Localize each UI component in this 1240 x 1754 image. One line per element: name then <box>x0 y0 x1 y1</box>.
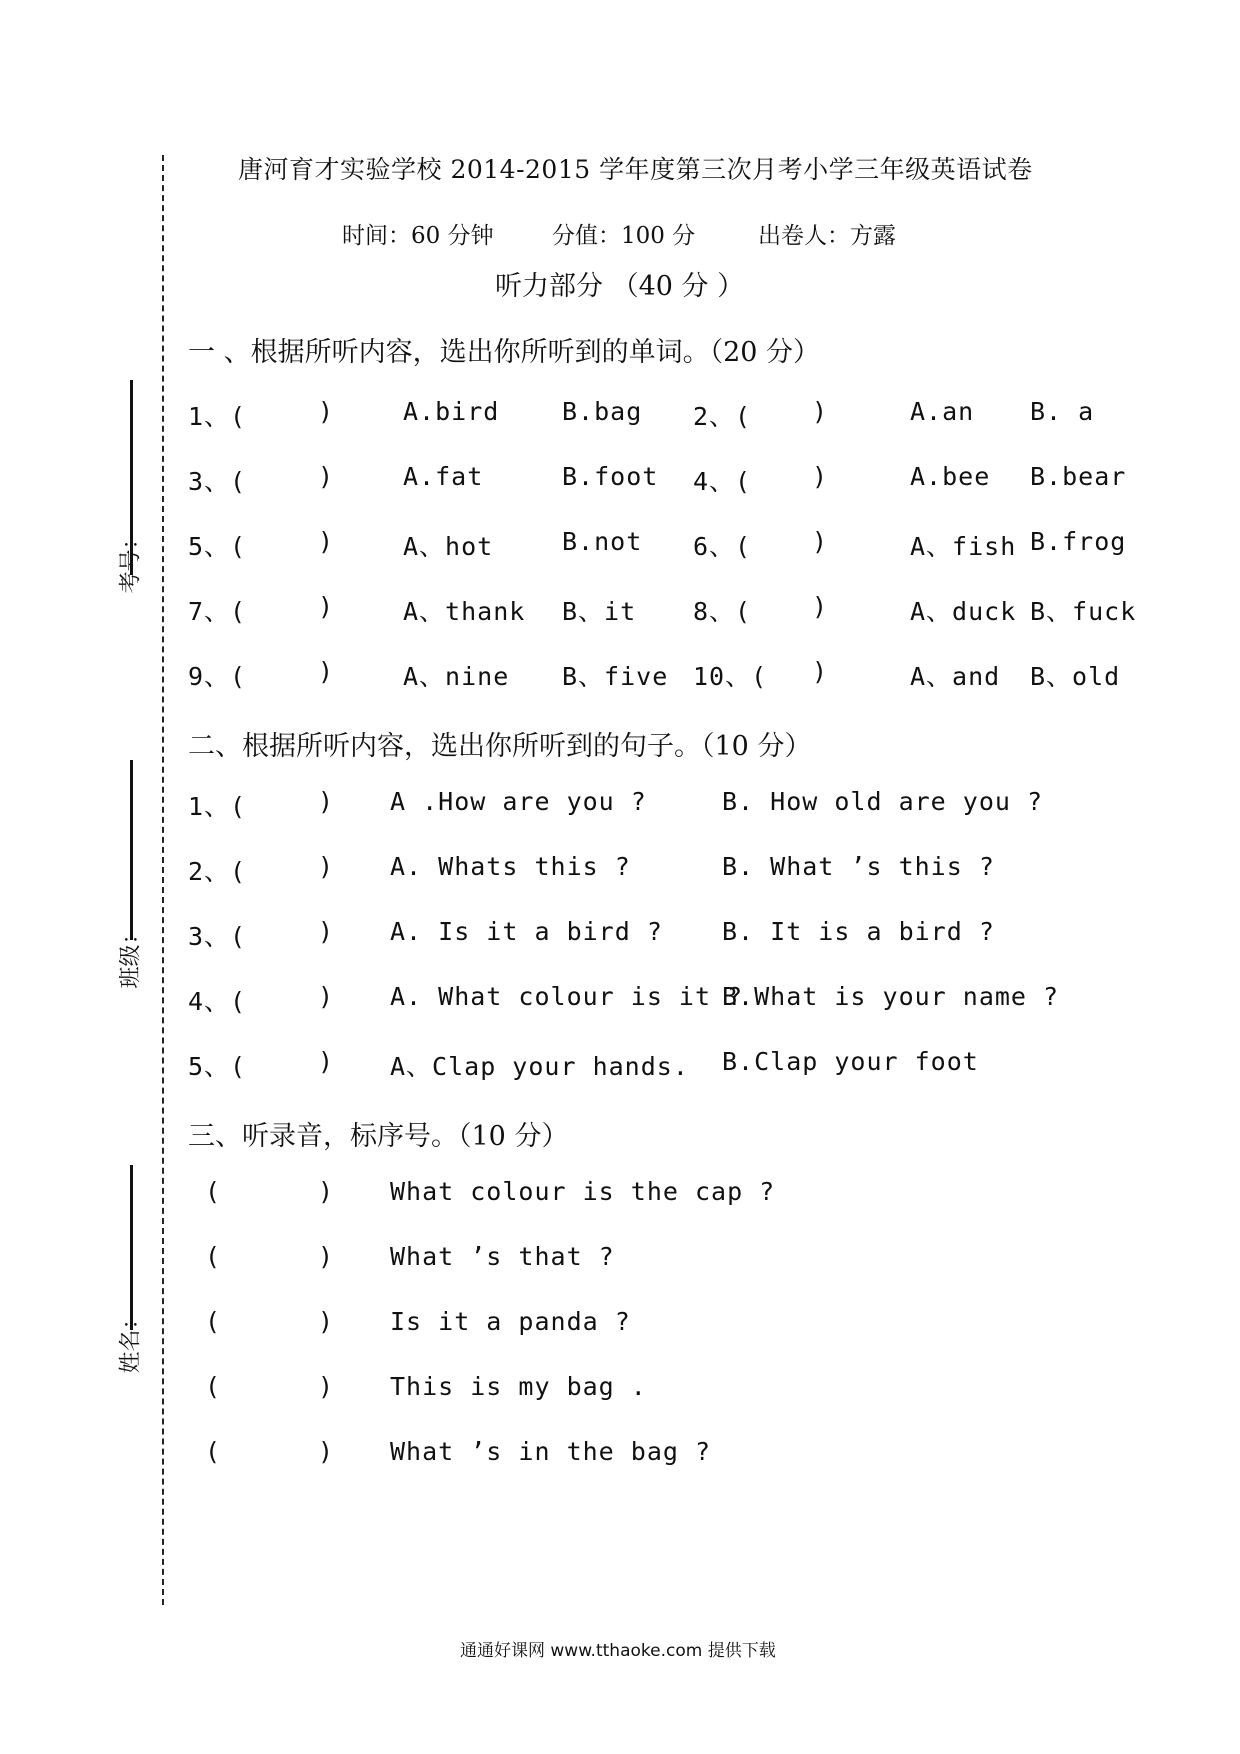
section2-row-2-cell-2: ) <box>318 852 335 881</box>
section1-row-2-cell-5: 4、( <box>693 467 752 496</box>
section1-row-5-cell-6: ) <box>812 657 829 686</box>
section3-row-4-cell-2: ) <box>318 1372 335 1401</box>
section3-row-1-cell-2: ) <box>318 1177 335 1206</box>
part-title: 听力部分 （40 分 ） <box>495 271 745 302</box>
section3-row-2-cell-2: ) <box>318 1242 335 1271</box>
section3-row-3-cell-2: ) <box>318 1307 335 1336</box>
section1-row-2-cell-4: B.foot <box>562 462 659 491</box>
exam-author: 出卷人：方露 <box>758 223 896 249</box>
section1-row-4-cell-6: ) <box>812 592 829 621</box>
section2-row-4-cell-2: ) <box>318 982 335 1011</box>
footer-source: 通通好课网 www.tthaoke.com 提供下载 <box>460 1641 776 1661</box>
section1-row-5-cell-4: B、five <box>562 662 669 691</box>
section3-row-5-cell-1: ( <box>205 1437 222 1466</box>
section3-row-1-cell-1: ( <box>205 1177 222 1206</box>
section2-row-5-cell-3: A、Clap your hands. <box>390 1052 689 1081</box>
exam-score: 分值：100 分 <box>552 223 696 249</box>
section2-row-3-cell-3: A. Is it a bird ? <box>390 917 663 946</box>
section1-row-5-cell-8: B、old <box>1030 662 1121 691</box>
section2-row-3-cell-1: 3、( <box>188 922 247 951</box>
binding-dashed-line <box>162 155 164 1605</box>
section1-row-2-cell-8: B.bear <box>1030 462 1127 491</box>
section2-row-1-cell-2: ) <box>318 787 335 816</box>
section1-row-1-cell-1: 1、( <box>188 402 247 431</box>
section1-row-4-cell-4: B、it <box>562 597 637 626</box>
section1-row-5-cell-3: A、nine <box>403 662 510 691</box>
exam-no-label: 考号： <box>118 527 144 594</box>
section1-row-4-cell-5: 8、( <box>693 597 752 626</box>
section3-row-5-cell-3: What ’s in the bag ? <box>390 1437 712 1466</box>
section-3-title: 三、听录音，标序号。（10 分） <box>188 1121 569 1152</box>
section2-row-1-cell-3: A .How are you ? <box>390 787 647 816</box>
section1-row-1-cell-2: ) <box>318 397 335 426</box>
section2-row-4-cell-4: B.What is your name ? <box>722 982 1060 1011</box>
section1-row-3-cell-6: ) <box>812 527 829 556</box>
section3-row-4-cell-1: ( <box>205 1372 222 1401</box>
section2-row-2-cell-3: A. Whats this ? <box>390 852 631 881</box>
section1-row-1-cell-5: 2、( <box>693 402 752 431</box>
section1-row-3-cell-4: B.not <box>562 527 643 556</box>
section2-row-5-cell-4: B.Clap your foot <box>722 1047 979 1076</box>
section1-row-4-cell-8: B、fuck <box>1030 597 1137 626</box>
section1-row-1-cell-3: A.bird <box>403 397 500 426</box>
section3-row-2-cell-1: ( <box>205 1242 222 1271</box>
section1-row-2-cell-3: A.fat <box>403 462 484 491</box>
section1-row-2-cell-6: ) <box>812 462 829 491</box>
section1-row-3-cell-7: A、fish <box>910 532 1017 561</box>
name-line <box>130 1165 133 1330</box>
section2-row-1-cell-1: 1、( <box>188 792 247 821</box>
section1-row-3-cell-5: 6、( <box>693 532 752 561</box>
section1-row-4-cell-3: A、thank <box>403 597 526 626</box>
section3-row-4-cell-3: This is my bag . <box>390 1372 647 1401</box>
section2-row-1-cell-4: B. How old are you ? <box>722 787 1044 816</box>
class-line <box>130 760 133 940</box>
section-1-title: 一 、根据所听内容，选出你所听到的单词。（20 分） <box>188 337 821 368</box>
section1-row-3-cell-2: ) <box>318 527 335 556</box>
section3-row-3-cell-3: Is it a panda ? <box>390 1307 631 1336</box>
section1-row-1-cell-8: B. a <box>1030 397 1095 426</box>
section2-row-3-cell-2: ) <box>318 917 335 946</box>
section1-row-2-cell-7: A.bee <box>910 462 991 491</box>
section2-row-5-cell-1: 5、( <box>188 1052 247 1081</box>
section1-row-5-cell-5: 10、( <box>693 662 768 691</box>
section2-row-3-cell-4: B. It is a bird ? <box>722 917 995 946</box>
class-label: 班级： <box>118 922 144 989</box>
section1-row-4-cell-1: 7、( <box>188 597 247 626</box>
section2-row-4-cell-3: A. What colour is it ? <box>390 982 744 1011</box>
section3-row-1-cell-3: What colour is the cap ? <box>390 1177 776 1206</box>
section1-row-1-cell-7: A.an <box>910 397 975 426</box>
section2-row-5-cell-2: ) <box>318 1047 335 1076</box>
section1-row-5-cell-2: ) <box>318 657 335 686</box>
section1-row-5-cell-1: 9、( <box>188 662 247 691</box>
section1-row-3-cell-1: 5、( <box>188 532 247 561</box>
section1-row-4-cell-7: A、duck <box>910 597 1017 626</box>
section2-row-2-cell-1: 2、( <box>188 857 247 886</box>
section1-row-2-cell-2: ) <box>318 462 335 491</box>
section2-row-4-cell-1: 4、( <box>188 987 247 1016</box>
section-2-title: 二、根据所听内容，选出你所听到的句子。（10 分） <box>188 731 812 762</box>
section1-row-1-cell-6: ) <box>812 397 829 426</box>
name-label: 姓名： <box>118 1307 144 1374</box>
section1-row-2-cell-1: 3、( <box>188 467 247 496</box>
section3-row-3-cell-1: ( <box>205 1307 222 1336</box>
section3-row-5-cell-2: ) <box>318 1437 335 1466</box>
section1-row-1-cell-4: B.bag <box>562 397 643 426</box>
page-title: 唐河育才实验学校 2014-2015 学年度第三次月考小学三年级英语试卷 <box>238 155 1033 184</box>
section1-row-5-cell-7: A、and <box>910 662 1001 691</box>
exam-time: 时间：60 分钟 <box>342 223 494 249</box>
section1-row-3-cell-3: A、hot <box>403 532 494 561</box>
section1-row-4-cell-2: ) <box>318 592 335 621</box>
section2-row-2-cell-4: B. What ’s this ? <box>722 852 995 881</box>
section1-row-3-cell-8: B.frog <box>1030 527 1127 556</box>
section3-row-2-cell-3: What ’s that ? <box>390 1242 615 1271</box>
